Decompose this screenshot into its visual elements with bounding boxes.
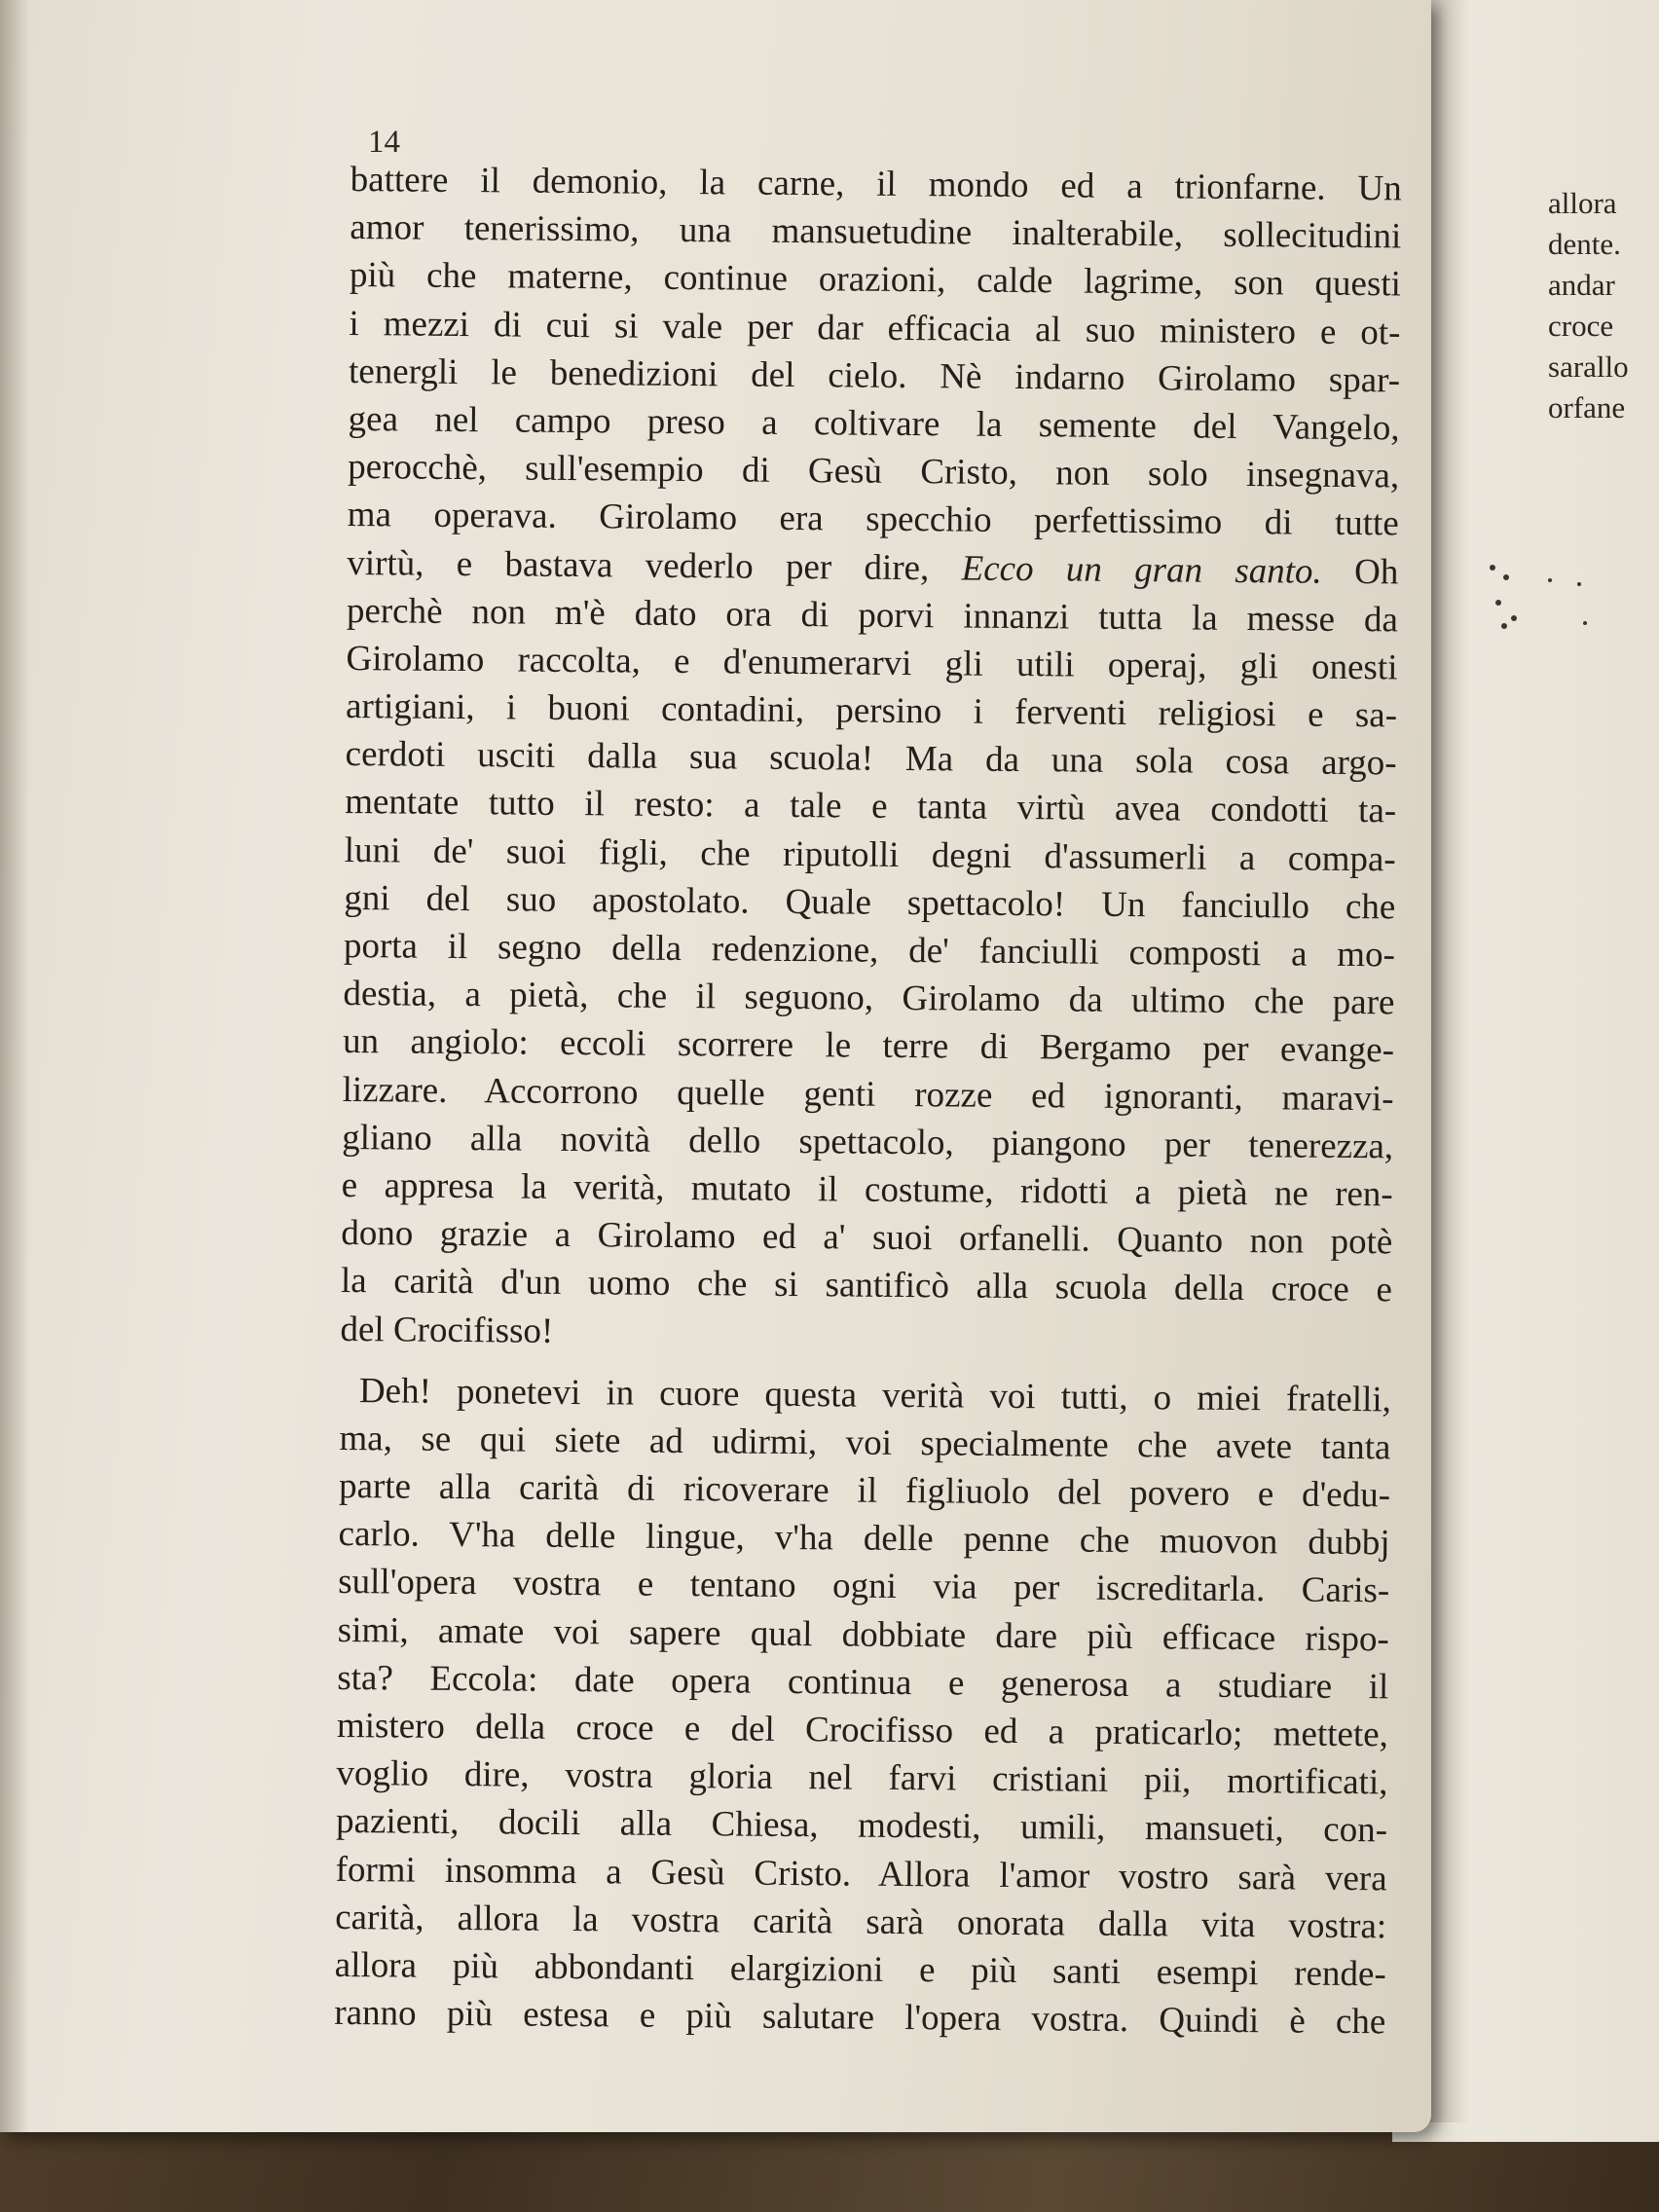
text-line: gliano alla novità dello spettacolo, piangono per tenerezza, bbox=[342, 1117, 1394, 1167]
text-line: lizzare. Accorrono quelle genti rozze ed ignoranti, maravi- bbox=[342, 1069, 1394, 1119]
text-line: ranno più estesa e più salutare l'opera vostra. Quindi è che bbox=[334, 1993, 1386, 2043]
page-edge-shadow bbox=[0, 0, 29, 2132]
facing-page-line: sarallo bbox=[1548, 350, 1629, 384]
text-line: Deh! ponetevi in cuore questa verità voi tutti, o miei fratelli, bbox=[358, 1370, 1392, 1420]
text-line: voglio dire, vostra gloria nel farvi cristiani pii, mortificati, bbox=[336, 1753, 1388, 1803]
text-line: destia, a pietà, che il seguono, Girolamo da ultimo che pare bbox=[343, 974, 1395, 1023]
text-line: battere il demonio, la carne, il mondo ed a trionfarne. Un bbox=[350, 159, 1402, 209]
text-line: dono grazie a Girolamo ed a' suoi orfanelli. Quanto non potè bbox=[341, 1213, 1393, 1263]
facing-page-line: andar bbox=[1548, 268, 1615, 302]
text-line: formi insomma a Gesù Cristo. Allora l'amor vostro sarà vera bbox=[335, 1849, 1387, 1899]
text-line: sull'opera vostra e tentano ogni via per iscreditarla. Caris- bbox=[338, 1562, 1390, 1611]
text-line: gea nel campo preso a coltivare la semente del Vangelo, bbox=[348, 398, 1400, 449]
text-line bbox=[347, 538, 1398, 596]
text-line: allora più abbondanti elargizioni e più santi esempi rende- bbox=[334, 1944, 1386, 1995]
facing-page-line: croce bbox=[1548, 309, 1614, 343]
text-line: Girolamo raccolta, e d'enumerarvi gli utili operaj, gli onesti bbox=[346, 638, 1398, 688]
text-line: mentate tutto il resto: a tale e tanta virtù avea condotti ta- bbox=[345, 782, 1397, 831]
text-line: parte alla carità di ricoverare il figliuolo del povero e d'edu- bbox=[338, 1466, 1391, 1516]
text-line: gni del suo apostolato. Quale spettacolo! Un fanciullo che bbox=[344, 877, 1396, 928]
text-line: un angiolo: eccoli scorrere le terre di Bergamo per evange- bbox=[342, 1021, 1395, 1071]
text-line: tenergli le benedizioni del cielo. Nè indarno Girolamo spar- bbox=[348, 350, 1401, 401]
ink-smudge bbox=[1490, 565, 1616, 662]
page-number: 14 bbox=[368, 125, 400, 160]
facing-page-line: dente. bbox=[1548, 227, 1621, 261]
text-line: perchè non m'è dato ora di porvi innanzi tutta la messe da bbox=[346, 590, 1399, 641]
text-line: pazienti, docili alla Chiesa, modesti, umili, mansueti, con- bbox=[335, 1801, 1388, 1851]
text-line: del Crocifisso! bbox=[340, 1309, 554, 1351]
text-line: carità, allora la vostra carità sarà onorata dalla vita vostra: bbox=[335, 1897, 1387, 1947]
text-line: luni de' suoi figli, che riputolli degni d'assumerli a compa- bbox=[344, 830, 1396, 880]
text-line: ma operava. Girolamo era specchio perfettissimo di tutte bbox=[347, 495, 1399, 544]
text-line: cerdoti usciti dalla sua scuola! Ma da una sola cosa argo- bbox=[345, 734, 1397, 784]
text-line: simi, amate voi sapere qual dobbiate dare più efficace rispo- bbox=[337, 1609, 1389, 1659]
text-line: ma, se qui siete ad udirmi, voi specialmente che avete tanta bbox=[339, 1418, 1391, 1468]
text-line: perocchè, sull'esempio di Gesù Cristo, non solo insegnava, bbox=[348, 447, 1400, 497]
text-line: sta? Eccola: date opera continua e generosa a studiare il bbox=[337, 1657, 1389, 1708]
text-line: amor tenerissimo, una mansuetudine inalterabile, sollecitudini bbox=[350, 207, 1402, 257]
text-line: e appresa la verità, mutato il costume, ridotti a pietà ne ren- bbox=[341, 1164, 1393, 1215]
facing-page-line: allora bbox=[1548, 186, 1617, 220]
facing-page-line: orfane bbox=[1548, 390, 1626, 424]
text-line: carlo. V'ha delle lingue, v'ha delle penne che muovon dubbj bbox=[338, 1514, 1390, 1564]
facing-page-text bbox=[1548, 183, 1629, 428]
text-line: la carità d'un uomo che si santificò alla scuola della croce e bbox=[340, 1261, 1393, 1310]
text-line: i mezzi di cui si vale per dar efficacia al suo ministero e ot- bbox=[349, 303, 1401, 352]
text-segment: virtù, e bastava vederlo per dire, bbox=[347, 542, 930, 588]
italic-quote: Ecco un gran santo. bbox=[961, 547, 1322, 592]
text-line: più che materne, continue orazioni, calde lagrime, son questi bbox=[349, 255, 1402, 305]
text-segment: Oh bbox=[1353, 551, 1399, 592]
text-line: porta il segno della redenzione, de' fanciulli composti a mo- bbox=[343, 925, 1396, 976]
text-line: mistero della croce e del Crocifisso ed a praticarlo; mettete, bbox=[336, 1705, 1389, 1755]
page-text bbox=[334, 156, 1402, 2046]
text-line: artigiani, i buoni contadini, persino i ferventi religiosi e sa- bbox=[345, 686, 1398, 736]
